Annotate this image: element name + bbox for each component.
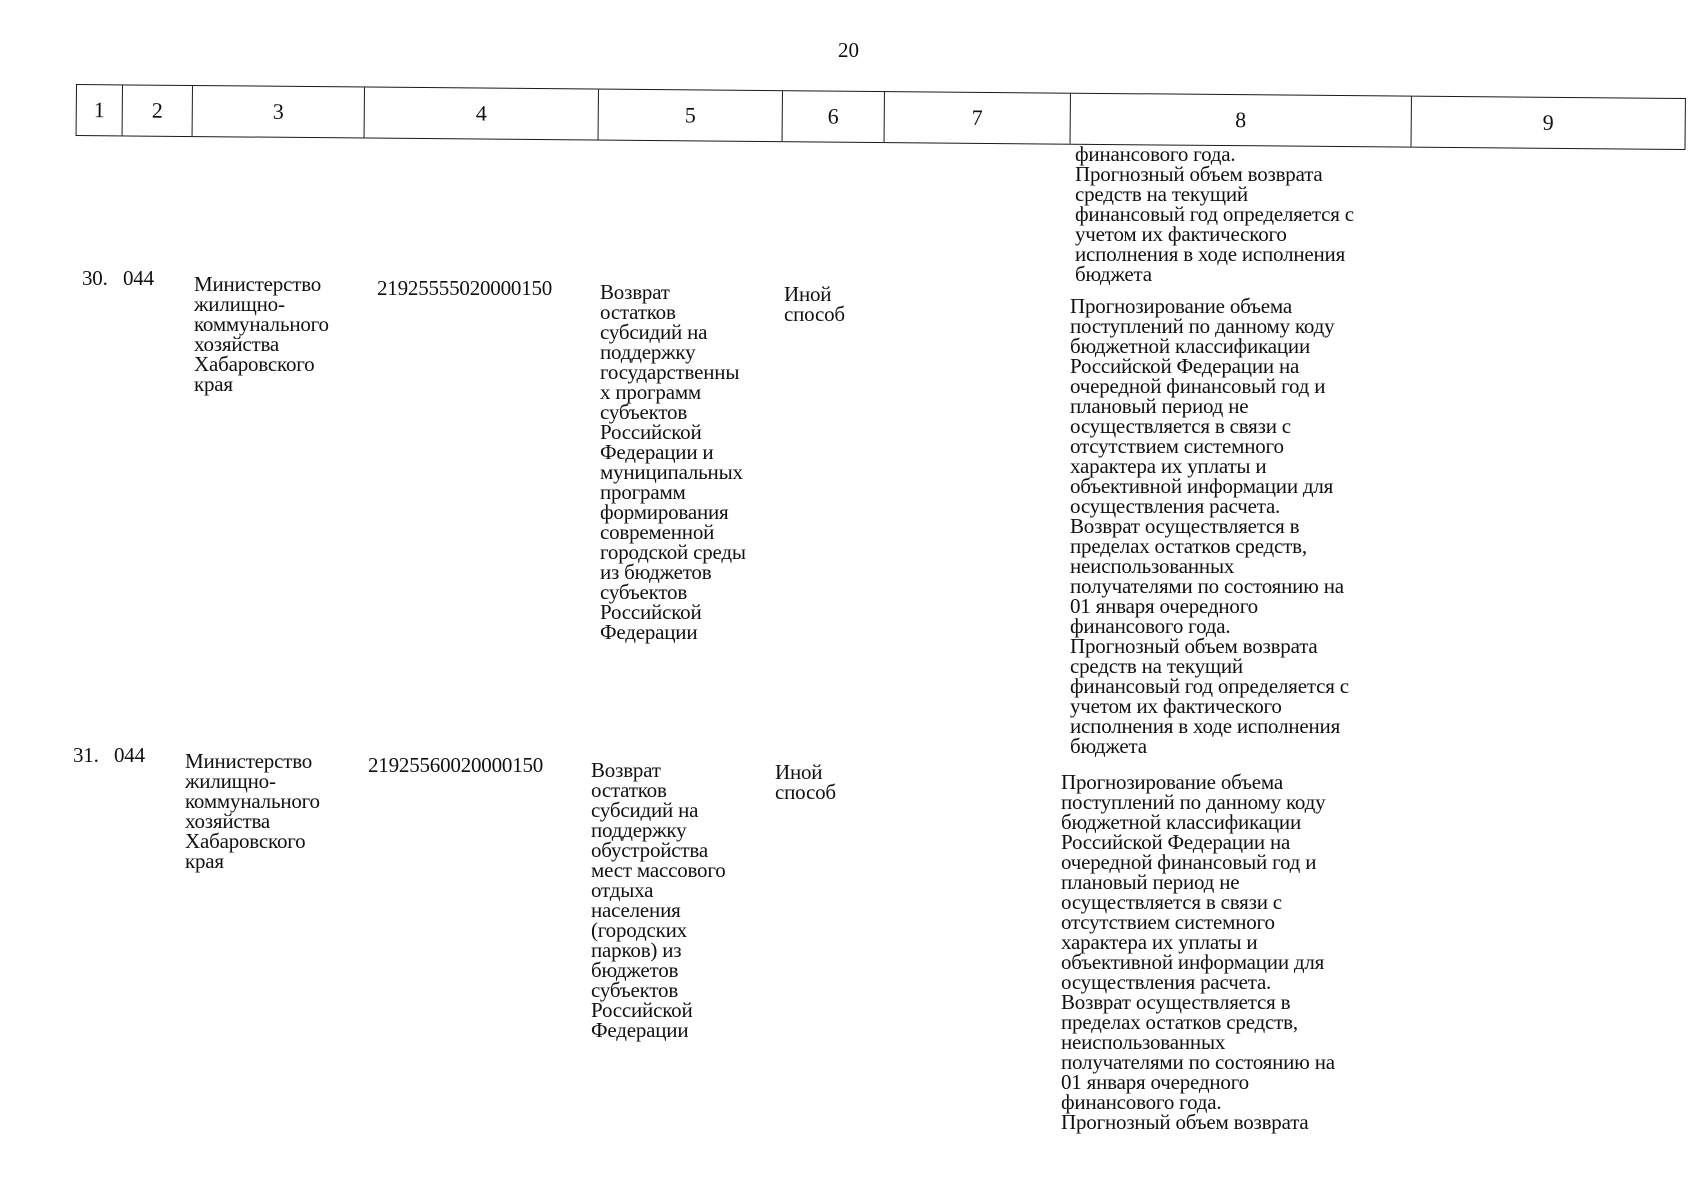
table-header-row — [76, 84, 1686, 150]
header-col-5: 5 — [599, 90, 783, 142]
header-col-3: 3 — [193, 86, 365, 137]
carryover-description: финансового года. Прогнозный объем возврата средств на текущий финансовый год определяется с учетом их фактического исполнения в ходе исполнения бюджета — [1075, 142, 1354, 286]
administrator-name: Министерство жилищно- коммунального хозяйства Хабаровского края — [185, 749, 320, 873]
header-col-6: 6 — [783, 91, 885, 142]
row-number: 31. — [73, 743, 99, 767]
admin-code: 044 — [123, 266, 154, 290]
administrator-name: Министерство жилищно- коммунального хозяйства Хабаровского края — [194, 272, 329, 396]
budget-classification-code: 21925555020000150 — [377, 276, 553, 300]
revenue-name: Возврат остатков субсидий на поддержку государственны х программ субъектов Российской Федерации и муниципальных программ формирования современной городской среды из бюджетов субъектов Российской Федерации — [600, 280, 746, 644]
forecast-method: Иной способ — [784, 282, 845, 326]
header-col-2: 2 — [123, 85, 193, 136]
row-number: 30. — [82, 266, 108, 290]
method-description: Прогнозирование объема поступлений по данному коду бюджетной классификации Российской Федерации на очередной финансовый год и плановый период не осуществляется в связи с отсутствием системного характера их уплаты и объективной информации для осуществления расчета. Возврат осуществляется в пределах остатков средств, неиспользованных получателями по состоянию на 01 января очередного финансового года. Прогнозный объем возврата — [1061, 770, 1335, 1134]
forecast-method: Иной способ — [775, 760, 836, 804]
header-col-7: 7 — [885, 92, 1071, 144]
page-number: 20 — [838, 38, 859, 62]
method-description: Прогнозирование объема поступлений по данному коду бюджетной классификации Российской Федерации на очередной финансовый год и плановый период не осуществляется в связи с отсутствием системного характера их уплаты и объективной информации для осуществления расчета. Возврат осуществляется в пределах остатков средств, неиспользованных получателями по состоянию на 01 января очередного финансового года. Прогнозный объем возврата средств на текущий финансовый год определяется с учетом их фактического исполнения в ходе исполнения бюджета — [1070, 294, 1349, 758]
budget-classification-code: 21925560020000150 — [368, 753, 544, 777]
revenue-name: Возврат остатков субсидий на поддержку обустройства мест массового отдыха населения (городских парков) из бюджетов субъектов Российской Федерации — [591, 758, 726, 1042]
header-col-9: 9 — [1542, 109, 1554, 135]
header-col-8: 8 — [1071, 94, 1412, 147]
header-col-1: 1 — [77, 85, 123, 135]
header-col-4: 4 — [365, 88, 599, 140]
admin-code: 044 — [114, 743, 145, 767]
